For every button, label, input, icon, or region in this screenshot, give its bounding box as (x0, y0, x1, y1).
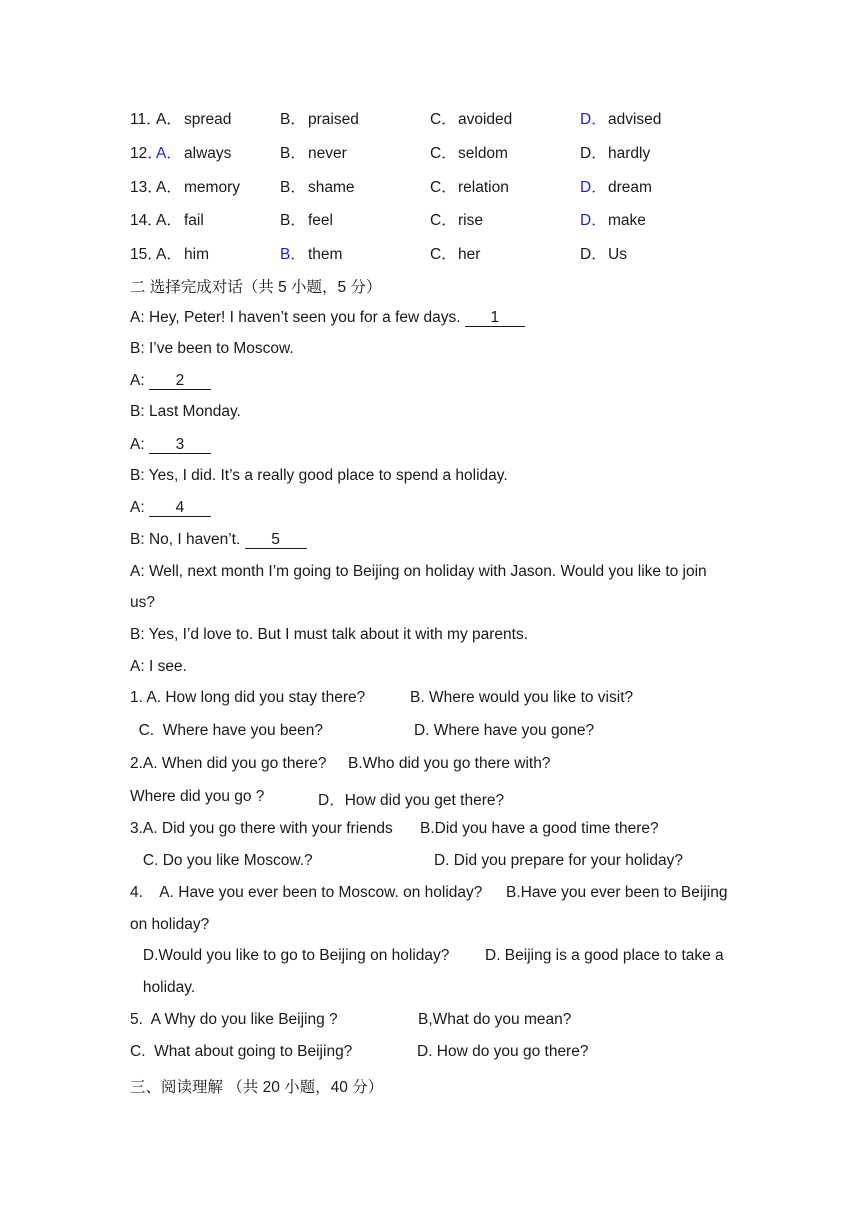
answer-blank: 2 (149, 373, 211, 390)
option-b: B． them (280, 246, 343, 263)
dialogue-line: A: I see. (130, 658, 187, 675)
option-line: C. Do you like Moscow.? D. Did you prepare for your holiday? (130, 852, 683, 869)
option-c: C．relation (430, 179, 509, 196)
question-number: 13． (130, 179, 163, 196)
option-line: C. What about going to Beijing? D. How do you go there? (130, 1043, 589, 1060)
question-number: 14． (130, 212, 163, 229)
option-d: D．dream (580, 179, 652, 196)
question-number: 12． (130, 145, 163, 162)
section-heading: 三、阅读理解 （共 20 小题，40 分） (130, 1079, 384, 1096)
dialogue-line: A: Hey, Peter! I haven’t seen you for a few days. 1 (130, 309, 525, 327)
section-heading: 二 选择完成对话（共 5 小题，5 分） (130, 279, 382, 296)
option-d: D．advised (580, 111, 662, 128)
option-line: 4. A. Have you ever been to Moscow. on holiday? B.Have you ever been to Beijing (130, 884, 728, 901)
option-line: D.Would you like to go to Beijing on holiday? D. Beijing is a good place to take a (130, 947, 724, 964)
answer-blank: 3 (149, 437, 211, 454)
option-d: D．hardly (580, 145, 651, 162)
option-b: B． praised (280, 111, 359, 128)
dialogue-line: us? (130, 594, 155, 611)
answer-blank: 4 (149, 500, 211, 517)
option-line: holiday. (130, 979, 196, 996)
option-line: C. Where have you been? D. Where have you gone? (130, 722, 595, 739)
dialogue-line: B: Yes, I did. It’s a really good place to spend a holiday. (130, 467, 508, 484)
option-b: B． never (280, 145, 347, 162)
option-a: A． memory (156, 179, 240, 196)
option-a: A． him (156, 246, 209, 263)
dialogue-line: A: Well, next month I’m going to Beijing on holiday with Jason. Would you like to join (130, 563, 707, 580)
dialogue-line: A: 4 (130, 499, 211, 517)
option-a: A． spread (156, 111, 232, 128)
option-line: on holiday? (130, 916, 210, 933)
option-c: C．her (430, 246, 481, 263)
question-number: 11． (130, 111, 162, 128)
option-line: 2.A. When did you go there? B.Who did you go there with? (130, 755, 551, 772)
option-c: C．rise (430, 212, 483, 229)
option-a: A． fail (156, 212, 204, 229)
option-line: 5. A Why do you like Beijing ? B,What do you mean? (130, 1011, 572, 1028)
option-a: A． always (156, 145, 232, 162)
dialogue-line: A: 2 (130, 372, 211, 390)
dialogue-line: B: No, I haven’t. 5 (130, 531, 307, 549)
answer-blank: 5 (245, 532, 307, 549)
question-number: 15． (130, 246, 163, 263)
option-line: 3.A. Did you go there with your friends B.Did you have a good time there? (130, 820, 659, 837)
option-d: D．Us (580, 246, 627, 263)
option-d: D．make (580, 212, 646, 229)
option-line: Where did you go ? D．How did you get there? (130, 788, 505, 809)
option-c: C．avoided (430, 111, 513, 128)
dialogue-line: B: Last Monday. (130, 403, 241, 420)
option-b: B． feel (280, 212, 333, 229)
option-b: B． shame (280, 179, 355, 196)
dialogue-line: B: I’ve been to Moscow. (130, 340, 294, 357)
dialogue-line: A: 3 (130, 436, 211, 454)
dialogue-line: B: Yes, I’d love to. But I must talk about it with my parents. (130, 626, 529, 643)
answer-blank: 1 (465, 310, 525, 327)
option-line: 1. A. How long did you stay there? B. Where would you like to visit? (130, 689, 634, 706)
option-c: C．seldom (430, 145, 508, 162)
